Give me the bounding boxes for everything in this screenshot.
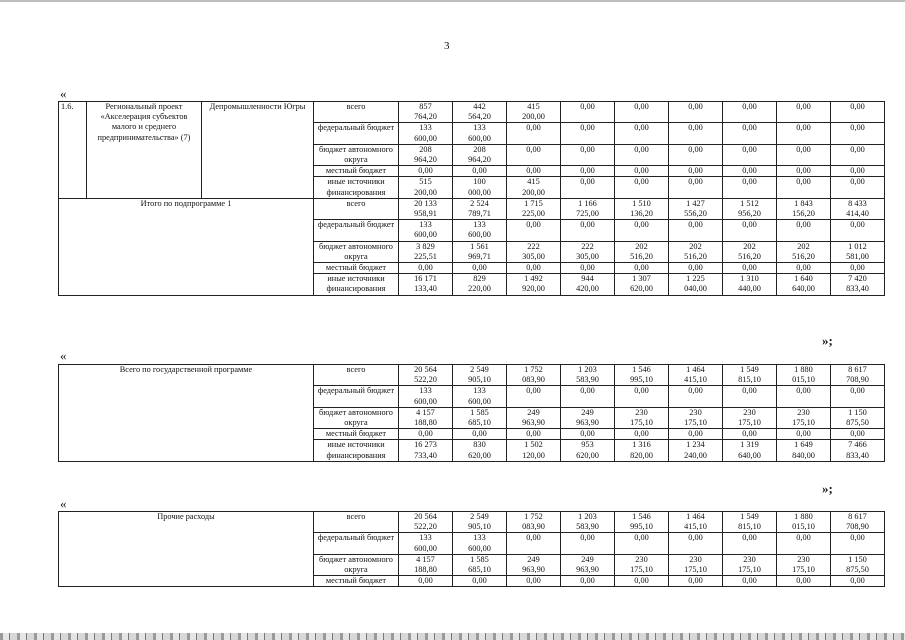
value-cell: 0,00 <box>669 177 723 198</box>
value-cell: 415 200,00 <box>507 177 561 198</box>
value-cell: 0,00 <box>615 220 669 241</box>
value-cell: 0,00 <box>831 576 885 587</box>
value-cell: 0,00 <box>669 220 723 241</box>
value-cell: 0,00 <box>507 533 561 554</box>
value-cell: 0,00 <box>507 123 561 144</box>
value-cell: 1 880 015,10 <box>777 365 831 386</box>
value-cell: 133 600,00 <box>453 386 507 407</box>
scan-edge-top <box>0 0 905 2</box>
value-cell: 230 175,10 <box>669 554 723 575</box>
value-cell: 0,00 <box>777 123 831 144</box>
value-cell: 1 510 136,20 <box>615 198 669 219</box>
program-total-label: Всего по государственной программе <box>59 365 314 462</box>
value-cell: 1 512 956,20 <box>723 198 777 219</box>
row-code: 1.6. <box>59 102 87 199</box>
value-cell: 202 516,20 <box>615 241 669 262</box>
scan-edge-bottom <box>0 633 905 640</box>
value-cell: 0,00 <box>831 123 885 144</box>
value-cell: 515 200,00 <box>399 177 453 198</box>
value-cell: 0,00 <box>399 166 453 177</box>
value-cell: 0,00 <box>831 386 885 407</box>
value-cell: 1 012 581,00 <box>831 241 885 262</box>
value-cell: 1 234 240,00 <box>669 440 723 461</box>
value-cell: 0,00 <box>777 533 831 554</box>
value-cell: 0,00 <box>615 177 669 198</box>
value-cell: 0,00 <box>507 166 561 177</box>
value-cell: 0,00 <box>453 576 507 587</box>
value-cell: 0,00 <box>723 123 777 144</box>
open-quote-3: « <box>60 496 67 511</box>
value-cell: 7 466 833,40 <box>831 440 885 461</box>
value-cell: 0,00 <box>723 166 777 177</box>
value-cell: 0,00 <box>669 166 723 177</box>
value-cell: 0,00 <box>615 429 669 440</box>
value-cell: 0,00 <box>561 123 615 144</box>
value-cell: 1 310 440,00 <box>723 274 777 295</box>
value-cell: 1 203 583,90 <box>561 365 615 386</box>
value-cell: 202 516,20 <box>669 241 723 262</box>
value-cell: 249 963,90 <box>561 407 615 428</box>
value-cell: 208 964,20 <box>399 144 453 165</box>
value-cell: 1 561 969,71 <box>453 241 507 262</box>
value-cell: 0,00 <box>777 102 831 123</box>
value-cell: 0,00 <box>777 166 831 177</box>
executor-name: Депромышленности Югры <box>202 102 314 199</box>
value-cell: 0,00 <box>723 533 777 554</box>
page-number: 3 <box>444 40 450 52</box>
value-cell: 0,00 <box>777 177 831 198</box>
value-cell: 249 963,90 <box>507 407 561 428</box>
value-cell: 1 546 995,10 <box>615 512 669 533</box>
value-cell: 0,00 <box>669 386 723 407</box>
value-cell: 0,00 <box>723 220 777 241</box>
value-cell: 1 546 995,10 <box>615 365 669 386</box>
funding-source: иные источники финансирования <box>314 177 399 198</box>
value-cell: 1 307 620,00 <box>615 274 669 295</box>
value-cell: 16 273 733,40 <box>399 440 453 461</box>
value-cell: 0,00 <box>561 533 615 554</box>
value-cell: 1 880 015,10 <box>777 512 831 533</box>
value-cell: 1 843 156,20 <box>777 198 831 219</box>
value-cell: 0,00 <box>561 386 615 407</box>
value-cell: 208 964,20 <box>453 144 507 165</box>
value-cell: 0,00 <box>831 166 885 177</box>
value-cell: 0,00 <box>561 576 615 587</box>
table-row <box>59 102 885 123</box>
value-cell: 1 150 875,50 <box>831 407 885 428</box>
value-cell: 0,00 <box>831 144 885 165</box>
value-cell: 0,00 <box>615 123 669 144</box>
project-name: Региональный проект «Акселерация субъектов малого и среднего предпринимательства» (7) <box>87 102 202 199</box>
value-cell: 0,00 <box>777 429 831 440</box>
open-quote-1: « <box>60 86 67 101</box>
value-cell: 0,00 <box>399 429 453 440</box>
value-cell: 133 600,00 <box>399 220 453 241</box>
value-cell: 0,00 <box>561 144 615 165</box>
value-cell: 0,00 <box>561 429 615 440</box>
value-cell: 0,00 <box>399 263 453 274</box>
value-cell: 442 564,20 <box>453 102 507 123</box>
value-cell: 7 420 833,40 <box>831 274 885 295</box>
value-cell: 0,00 <box>831 429 885 440</box>
value-cell: 0,00 <box>777 144 831 165</box>
value-cell: 20 133 958,91 <box>399 198 453 219</box>
value-cell: 1 502 120,00 <box>507 440 561 461</box>
value-cell: 0,00 <box>615 576 669 587</box>
table-row <box>59 198 885 219</box>
value-cell: 3 829 225,51 <box>399 241 453 262</box>
value-cell: 133 600,00 <box>453 220 507 241</box>
value-cell: 8 433 414,40 <box>831 198 885 219</box>
funding-source: федеральный бюджет <box>314 220 399 241</box>
value-cell: 0,00 <box>669 533 723 554</box>
value-cell: 0,00 <box>831 220 885 241</box>
close-quote-2: »; <box>822 481 833 496</box>
value-cell: 953 620,00 <box>561 440 615 461</box>
value-cell: 20 564 522,20 <box>399 512 453 533</box>
value-cell: 1 492 920,00 <box>507 274 561 295</box>
value-cell: 1 649 840,00 <box>777 440 831 461</box>
funding-source: местный бюджет <box>314 263 399 274</box>
value-cell: 1 464 415,10 <box>669 512 723 533</box>
close-quote-1: »; <box>822 333 833 348</box>
value-cell: 1 752 083,90 <box>507 512 561 533</box>
value-cell: 230 175,10 <box>777 554 831 575</box>
value-cell: 0,00 <box>615 386 669 407</box>
value-cell: 230 175,10 <box>669 407 723 428</box>
table-row <box>59 512 885 533</box>
budget-table-program <box>58 364 885 462</box>
value-cell: 0,00 <box>777 220 831 241</box>
value-cell: 133 600,00 <box>399 123 453 144</box>
value-cell: 20 564 522,20 <box>399 365 453 386</box>
value-cell: 0,00 <box>831 177 885 198</box>
value-cell: 0,00 <box>507 386 561 407</box>
value-cell: 0,00 <box>453 263 507 274</box>
value-cell: 0,00 <box>669 263 723 274</box>
value-cell: 230 175,10 <box>615 554 669 575</box>
value-cell: 4 157 188,80 <box>399 407 453 428</box>
value-cell: 0,00 <box>615 263 669 274</box>
value-cell: 1 585 685,10 <box>453 407 507 428</box>
value-cell: 1 752 083,90 <box>507 365 561 386</box>
value-cell: 415 200,00 <box>507 102 561 123</box>
value-cell: 222 305,00 <box>507 241 561 262</box>
value-cell: 0,00 <box>453 166 507 177</box>
value-cell: 1 464 415,10 <box>669 365 723 386</box>
value-cell: 249 963,90 <box>561 554 615 575</box>
value-cell: 4 157 188,80 <box>399 554 453 575</box>
value-cell: 0,00 <box>777 576 831 587</box>
value-cell: 0,00 <box>561 102 615 123</box>
value-cell: 1 316 820,00 <box>615 440 669 461</box>
value-cell: 133 600,00 <box>453 123 507 144</box>
value-cell: 0,00 <box>615 166 669 177</box>
value-cell: 1 640 640,00 <box>777 274 831 295</box>
funding-source: всего <box>314 512 399 533</box>
value-cell: 0,00 <box>723 576 777 587</box>
value-cell: 0,00 <box>507 263 561 274</box>
value-cell: 202 516,20 <box>777 241 831 262</box>
value-cell: 0,00 <box>399 576 453 587</box>
value-cell: 133 600,00 <box>399 386 453 407</box>
value-cell: 0,00 <box>507 220 561 241</box>
funding-source: иные источники финансирования <box>314 274 399 295</box>
value-cell: 944 420,00 <box>561 274 615 295</box>
value-cell: 0,00 <box>723 386 777 407</box>
value-cell: 133 600,00 <box>399 533 453 554</box>
value-cell: 8 617 708,90 <box>831 512 885 533</box>
value-cell: 1 166 725,00 <box>561 198 615 219</box>
funding-source: местный бюджет <box>314 429 399 440</box>
value-cell: 8 617 708,90 <box>831 365 885 386</box>
open-quote-2: « <box>60 348 67 363</box>
value-cell: 0,00 <box>831 263 885 274</box>
value-cell: 100 000,00 <box>453 177 507 198</box>
value-cell: 830 620,00 <box>453 440 507 461</box>
value-cell: 1 549 815,10 <box>723 365 777 386</box>
value-cell: 230 175,10 <box>723 554 777 575</box>
value-cell: 1 715 225,00 <box>507 198 561 219</box>
value-cell: 1 585 685,10 <box>453 554 507 575</box>
value-cell: 202 516,20 <box>723 241 777 262</box>
subtotal-label: Итого по подпрограмме 1 <box>59 198 314 295</box>
funding-source: бюджет автономного округа <box>314 407 399 428</box>
value-cell: 0,00 <box>561 263 615 274</box>
value-cell: 1 225 040,00 <box>669 274 723 295</box>
value-cell: 2 549 905,10 <box>453 365 507 386</box>
funding-source: всего <box>314 365 399 386</box>
value-cell: 1 549 815,10 <box>723 512 777 533</box>
value-cell: 230 175,10 <box>777 407 831 428</box>
value-cell: 0,00 <box>669 123 723 144</box>
value-cell: 249 963,90 <box>507 554 561 575</box>
funding-source: бюджет автономного округа <box>314 144 399 165</box>
budget-table-other <box>58 511 885 587</box>
funding-source: бюджет автономного округа <box>314 241 399 262</box>
value-cell: 230 175,10 <box>615 407 669 428</box>
other-expenses-label: Прочие расходы <box>59 512 314 587</box>
value-cell: 0,00 <box>561 166 615 177</box>
value-cell: 0,00 <box>723 263 777 274</box>
value-cell: 0,00 <box>507 429 561 440</box>
value-cell: 0,00 <box>615 533 669 554</box>
funding-source: бюджет автономного округа <box>314 554 399 575</box>
value-cell: 0,00 <box>723 144 777 165</box>
value-cell: 0,00 <box>615 102 669 123</box>
value-cell: 0,00 <box>723 177 777 198</box>
value-cell: 0,00 <box>507 576 561 587</box>
funding-source: местный бюджет <box>314 576 399 587</box>
value-cell: 0,00 <box>669 144 723 165</box>
value-cell: 0,00 <box>561 177 615 198</box>
value-cell: 0,00 <box>669 102 723 123</box>
value-cell: 829 220,00 <box>453 274 507 295</box>
value-cell: 2 524 789,71 <box>453 198 507 219</box>
funding-source: федеральный бюджет <box>314 386 399 407</box>
value-cell: 0,00 <box>669 576 723 587</box>
value-cell: 1 150 875,50 <box>831 554 885 575</box>
value-cell: 0,00 <box>507 144 561 165</box>
value-cell: 1 319 640,00 <box>723 440 777 461</box>
value-cell: 0,00 <box>777 386 831 407</box>
value-cell: 1 427 556,20 <box>669 198 723 219</box>
budget-table-subprogram <box>58 101 885 296</box>
value-cell: 222 305,00 <box>561 241 615 262</box>
value-cell: 0,00 <box>777 263 831 274</box>
funding-source: всего <box>314 198 399 219</box>
value-cell: 0,00 <box>831 102 885 123</box>
value-cell: 857 764,20 <box>399 102 453 123</box>
funding-source: всего <box>314 102 399 123</box>
funding-source: федеральный бюджет <box>314 123 399 144</box>
value-cell: 1 203 583,90 <box>561 512 615 533</box>
value-cell: 2 549 905,10 <box>453 512 507 533</box>
value-cell: 0,00 <box>561 220 615 241</box>
funding-source: местный бюджет <box>314 166 399 177</box>
value-cell: 0,00 <box>669 429 723 440</box>
value-cell: 0,00 <box>615 144 669 165</box>
table-row <box>59 365 885 386</box>
funding-source: федеральный бюджет <box>314 533 399 554</box>
value-cell: 0,00 <box>723 102 777 123</box>
value-cell: 0,00 <box>831 533 885 554</box>
value-cell: 133 600,00 <box>453 533 507 554</box>
value-cell: 16 171 133,40 <box>399 274 453 295</box>
funding-source: иные источники финансирования <box>314 440 399 461</box>
value-cell: 0,00 <box>723 429 777 440</box>
value-cell: 0,00 <box>453 429 507 440</box>
value-cell: 230 175,10 <box>723 407 777 428</box>
